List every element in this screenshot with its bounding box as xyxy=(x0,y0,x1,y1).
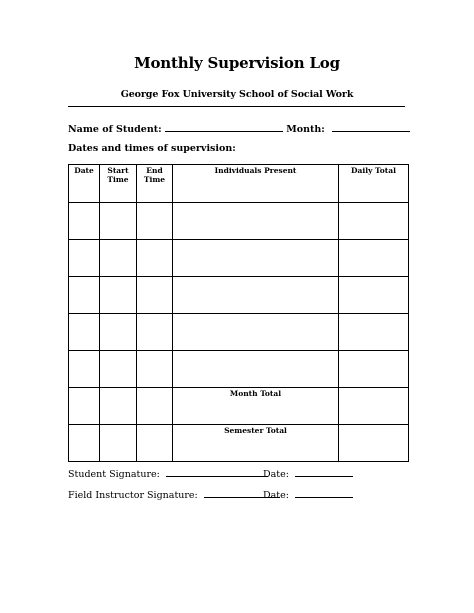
table-header-row xyxy=(69,165,409,203)
semester-total-label: Semester Total xyxy=(173,425,339,462)
individuals-cell[interactable] xyxy=(173,277,339,314)
instructor-date-label: Date: xyxy=(263,490,289,501)
date-cell[interactable] xyxy=(69,240,100,277)
individuals-cell[interactable] xyxy=(173,351,339,388)
daily-total-cell[interactable] xyxy=(339,277,409,314)
daily-total-cell[interactable] xyxy=(339,203,409,240)
student-month-row xyxy=(68,122,410,135)
header-individuals-present: Individuals Present xyxy=(173,165,339,203)
daily-total-cell[interactable] xyxy=(339,240,409,277)
individuals-cell[interactable] xyxy=(173,203,339,240)
daily-total-cell[interactable] xyxy=(339,314,409,351)
individuals-cell[interactable] xyxy=(173,240,339,277)
student-signature-field[interactable] xyxy=(166,468,268,477)
table-row xyxy=(69,240,409,277)
month-field[interactable] xyxy=(332,122,410,132)
end-time-cell[interactable] xyxy=(137,240,173,277)
header-start-time: Start Time xyxy=(100,165,137,203)
student-signature-label: Student Signature: xyxy=(68,469,160,480)
start-time-cell[interactable] xyxy=(100,388,137,425)
table-row xyxy=(69,314,409,351)
individuals-cell[interactable] xyxy=(173,314,339,351)
page-title: Monthly Supervision Log xyxy=(134,54,340,72)
semester-total-row xyxy=(69,425,409,462)
start-time-cell[interactable] xyxy=(100,240,137,277)
month-total-cell[interactable] xyxy=(339,388,409,425)
date-cell[interactable] xyxy=(69,277,100,314)
end-time-cell[interactable] xyxy=(137,388,173,425)
end-time-cell[interactable] xyxy=(137,314,173,351)
instructor-signature-row xyxy=(68,489,280,501)
daily-total-cell[interactable] xyxy=(339,351,409,388)
date-cell[interactable] xyxy=(69,314,100,351)
student-date-label: Date: xyxy=(263,469,289,480)
start-time-cell[interactable] xyxy=(100,314,137,351)
date-cell[interactable] xyxy=(69,351,100,388)
page-subtitle: George Fox University School of Social Work xyxy=(120,89,354,100)
instructor-signature-label: Field Instructor Signature: xyxy=(68,490,198,501)
month-total-row xyxy=(69,388,409,425)
start-time-cell[interactable] xyxy=(100,425,137,462)
header-daily-total: Daily Total xyxy=(339,165,409,203)
month-label: Month: xyxy=(286,124,325,135)
start-time-cell[interactable] xyxy=(100,277,137,314)
date-cell[interactable] xyxy=(69,388,100,425)
header-date: Date xyxy=(69,165,100,203)
student-name-label: Name of Student: xyxy=(68,124,162,135)
date-cell[interactable] xyxy=(69,425,100,462)
end-time-cell[interactable] xyxy=(137,425,173,462)
end-time-cell[interactable] xyxy=(137,203,173,240)
end-time-cell[interactable] xyxy=(137,277,173,314)
table-row xyxy=(69,203,409,240)
header-end-time: End Time xyxy=(137,165,173,203)
start-time-cell[interactable] xyxy=(100,203,137,240)
student-signature-row xyxy=(68,468,268,480)
student-date-row xyxy=(263,468,353,480)
semester-total-cell[interactable] xyxy=(339,425,409,462)
instructor-date-row xyxy=(263,489,353,501)
dates-label: Dates and times of supervision: xyxy=(68,143,236,154)
date-cell[interactable] xyxy=(69,203,100,240)
supervision-table xyxy=(68,164,409,462)
instructor-date-field[interactable] xyxy=(295,489,353,498)
table-row xyxy=(69,351,409,388)
month-total-label: Month Total xyxy=(173,388,339,425)
end-time-cell[interactable] xyxy=(137,351,173,388)
student-date-field[interactable] xyxy=(295,468,353,477)
student-name-field[interactable] xyxy=(165,122,283,132)
header-divider xyxy=(68,106,405,107)
start-time-cell[interactable] xyxy=(100,351,137,388)
table-row xyxy=(69,277,409,314)
